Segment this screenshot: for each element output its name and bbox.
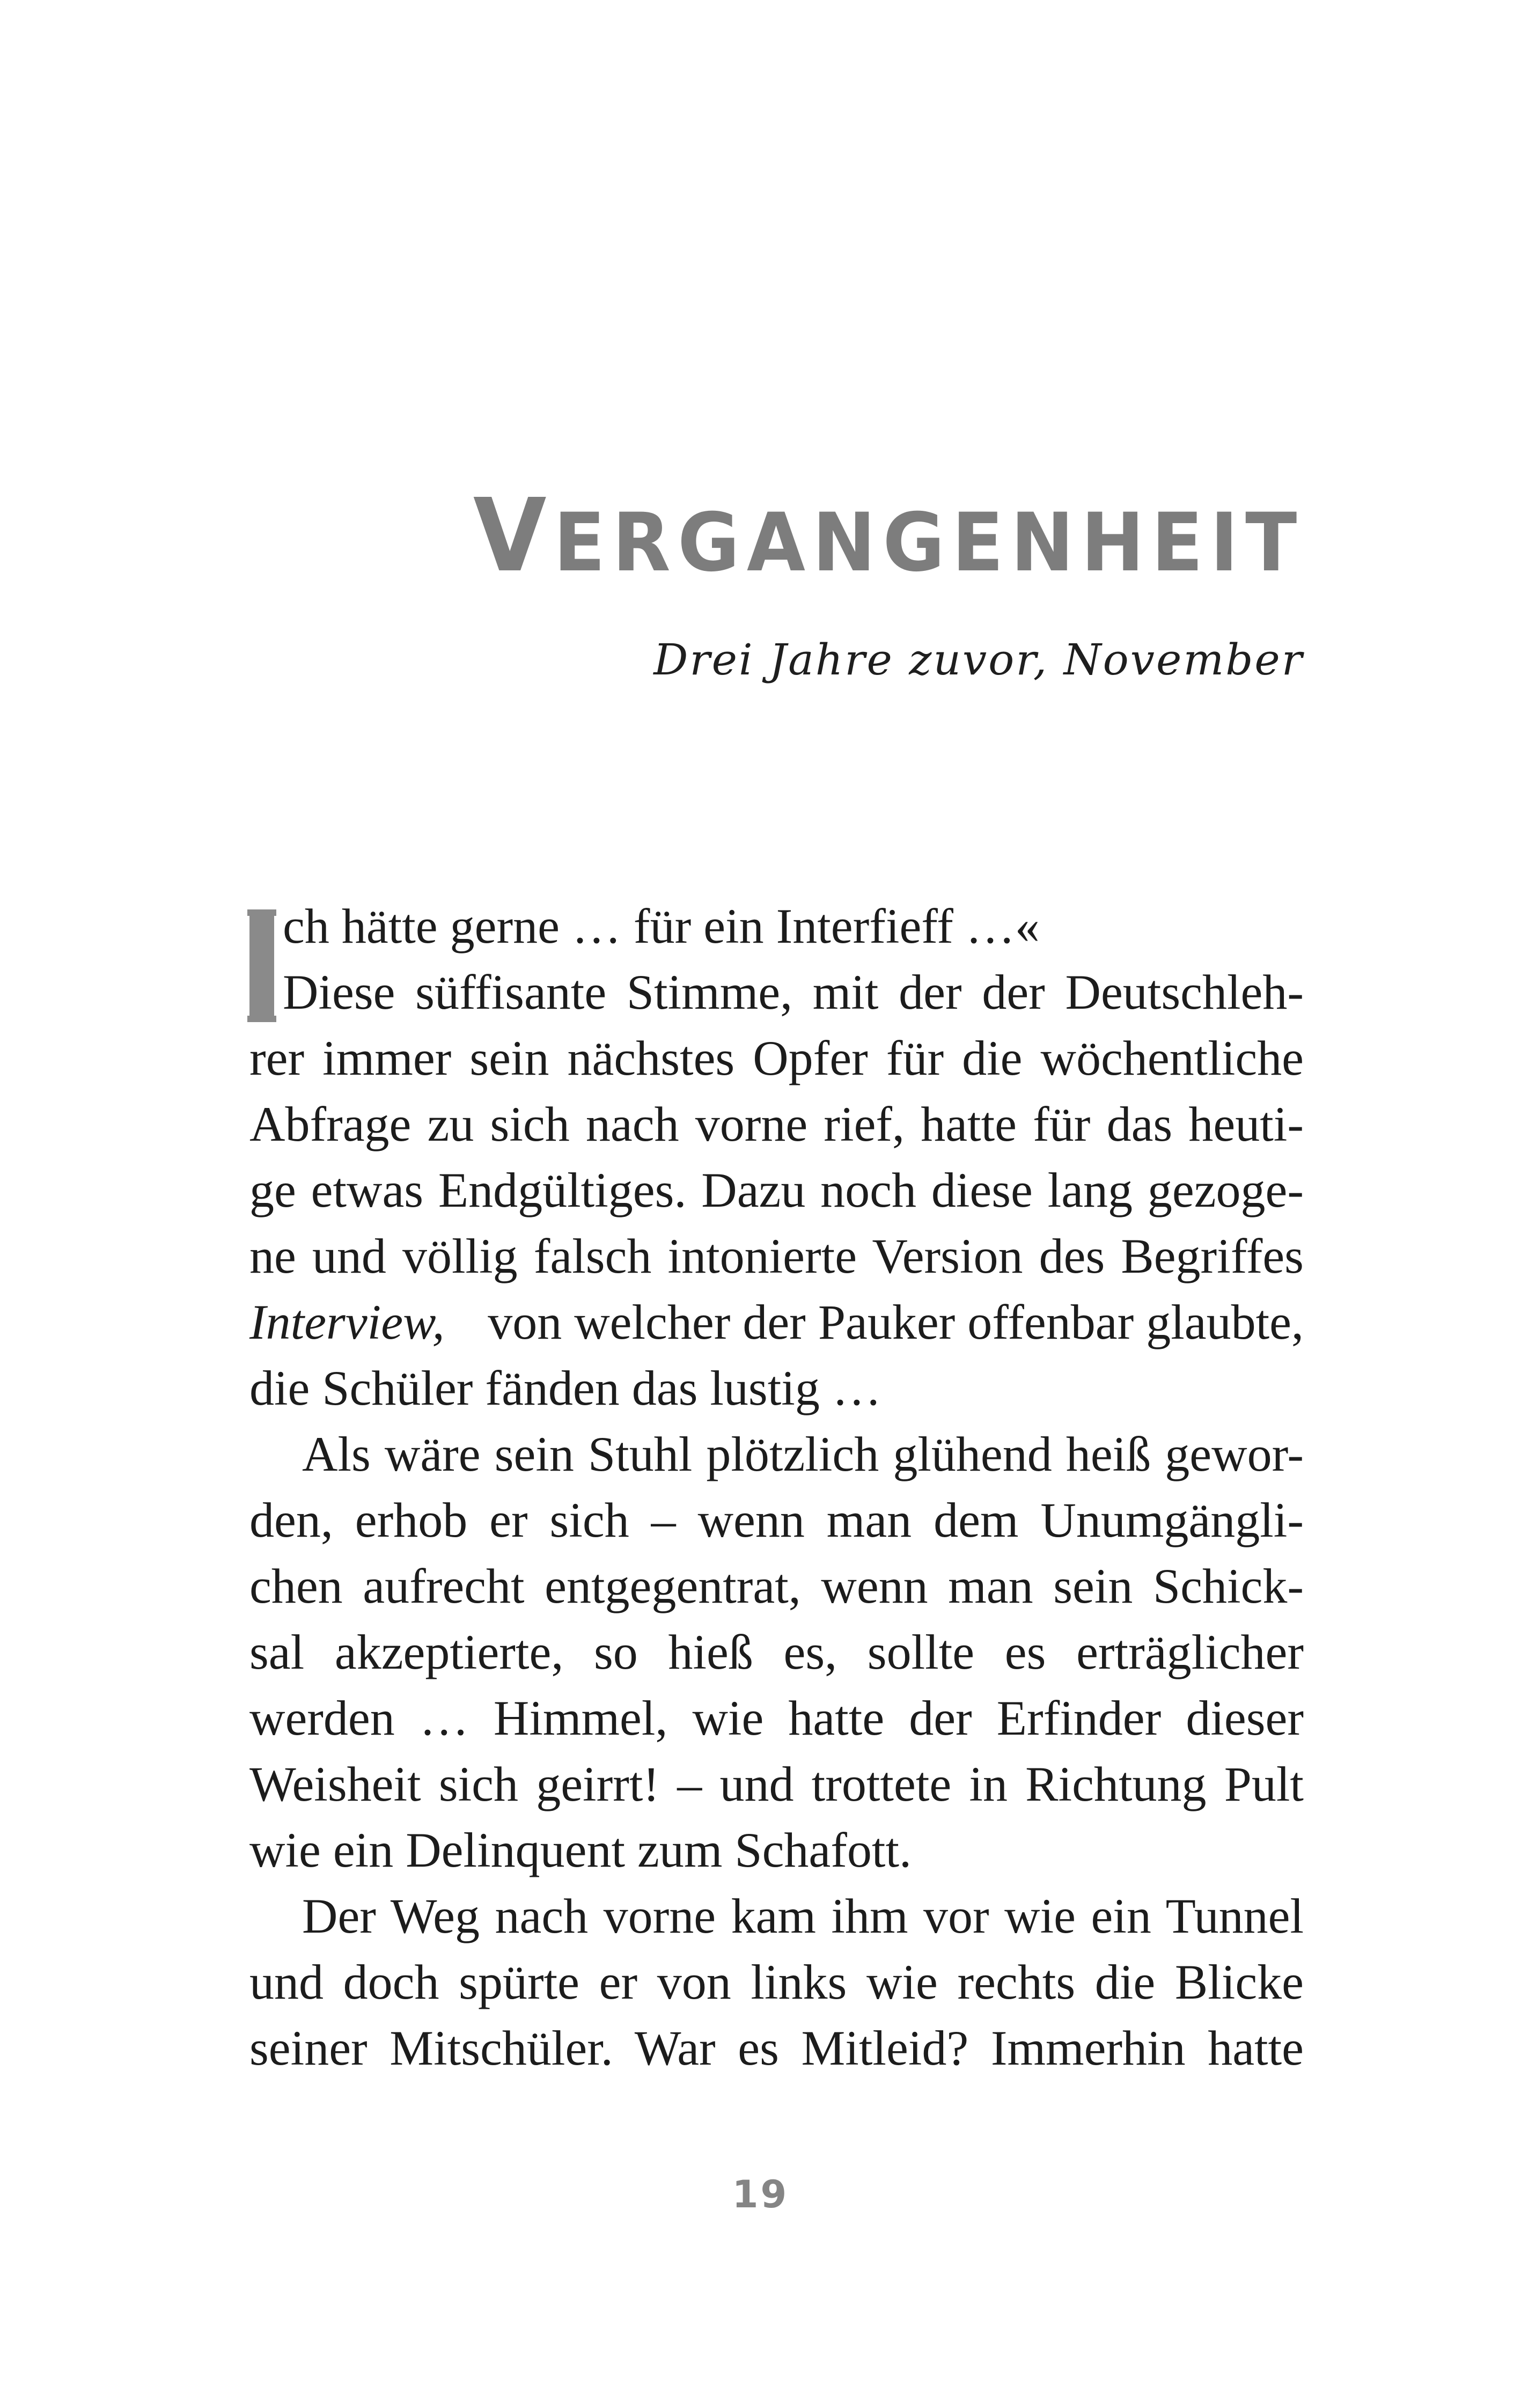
text-line-content: von welcher der Pauker offenbar glaubte, — [475, 1295, 1304, 1349]
text-line: seiner Mitschüler. War es Mitleid? Immerhin hatte — [249, 2021, 1304, 2075]
text-line: Abfrage zu sich nach vorne rief, hatte für das heuti- — [249, 1097, 1304, 1151]
chapter-title-rest: ERGANGENHEIT — [553, 496, 1304, 590]
text-line: wie ein Delinquent zum Schafott. — [249, 1823, 912, 1877]
drop-cap-i — [249, 909, 274, 1022]
text-line — [249, 893, 1304, 959]
text-line — [249, 1289, 1304, 1355]
text-line: Als wäre sein Stuhl plötzlich glühend heiß gewor- — [302, 1427, 1304, 1481]
text-line: werden … Himmel, wie hatte der Erfinder dieser — [249, 1691, 1304, 1745]
chapter-title-initial: V — [473, 477, 554, 594]
text-line: rer immer sein nächstes Opfer für die wöchentliche — [249, 1031, 1304, 1085]
text-line: und doch spürte er von links wie rechts die Blicke — [249, 1955, 1304, 2009]
text-line: Diese süffisante Stimme, mit der der Deutschleh- — [283, 965, 1304, 1019]
text-line: ne und völlig falsch intonierte Version des Begriffes — [249, 1229, 1304, 1283]
text-line: Weisheit sich geirrt! – und trottete in Richtung Pult — [249, 1757, 1304, 1811]
chapter-subtitle: Drei Jahre zuvor, November — [653, 635, 1304, 685]
chapter-title — [473, 477, 1304, 594]
text-line: Der Weg nach vorne kam ihm vor wie ein Tunnel — [302, 1889, 1304, 1943]
body-text — [249, 893, 1304, 2081]
text-line: chen aufrecht entgegentrat, wenn man sein Schick- — [249, 1559, 1304, 1613]
text-line: ge etwas Endgültiges. Dazu noch diese lang gezoge- — [249, 1163, 1304, 1217]
text-line: sal akzeptierte, so hieß es, sollte es erträglicher — [249, 1625, 1304, 1679]
text-line: die Schüler fänden das lustig … — [249, 1361, 881, 1415]
text-line-content: ch hätte gerne … für ein Interfieff …« — [283, 899, 1040, 953]
emphasized-word: Interview, — [249, 1295, 445, 1349]
text-line: den, erhob er sich – wenn man dem Unumgängli- — [249, 1493, 1304, 1547]
page-number: 19 — [732, 2172, 789, 2216]
